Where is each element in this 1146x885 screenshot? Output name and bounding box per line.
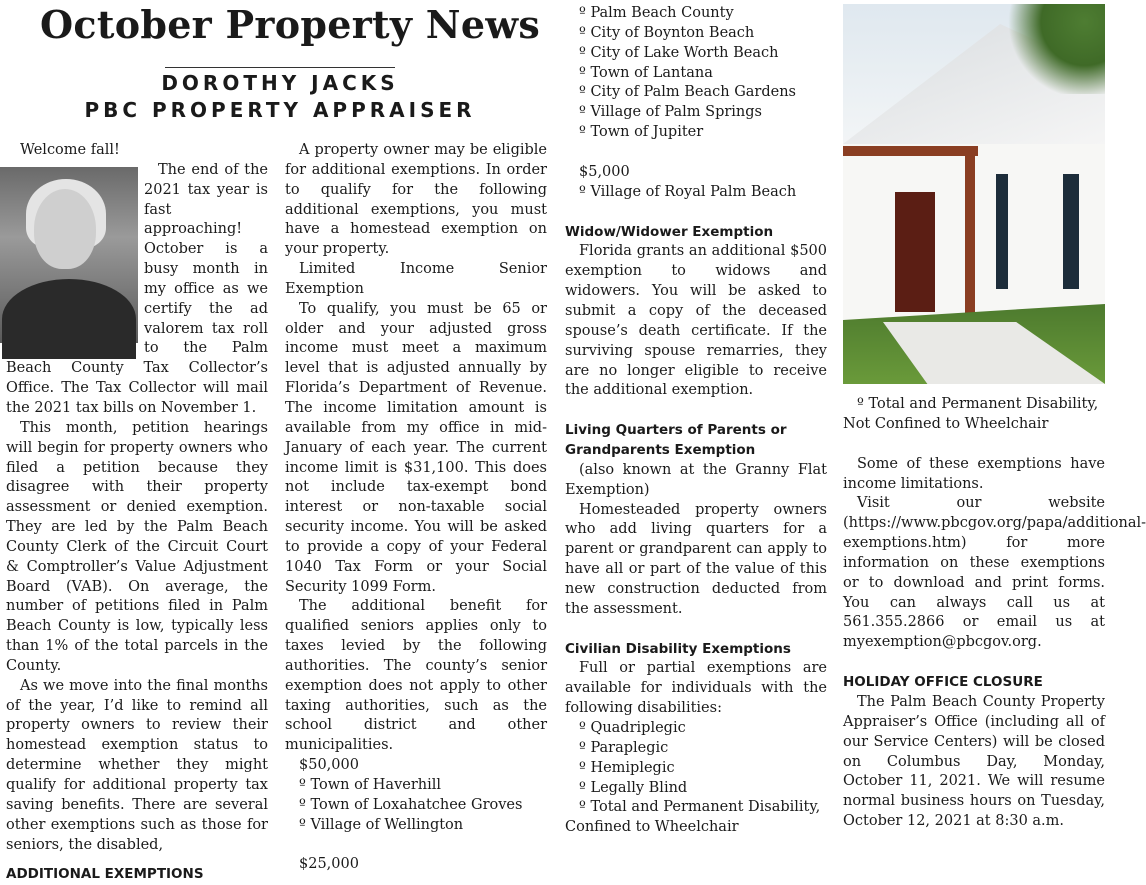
byline-rule <box>165 67 395 68</box>
list-item: º Palm Beach County <box>565 4 827 24</box>
list-item: º Town of Loxahatchee Groves <box>285 796 547 816</box>
list-item: º Quadriplegic <box>565 719 827 739</box>
paragraph-benefit: The additional benefit for qualified seniors applies only to taxes levied by the following authorities. The county’s senior exemption does not apply to other taxing authorities, such as the school district and other municipalities. <box>285 598 547 754</box>
photo-post <box>965 154 975 324</box>
photo-shutter <box>1063 174 1079 289</box>
paragraph-widow: Florida grants an additional $500 exemption to widows and widowers. You will be asked to submit a copy of the deceased spouse’s death certificate. If the surviving spouse remarries, they are no longer eligible to receive the additional exemption. <box>565 243 827 399</box>
photo-body <box>2 279 136 359</box>
list-item: º City of Palm Beach Gardens <box>565 83 827 103</box>
photo-shutter <box>996 174 1008 289</box>
amount-50000: $50,000 <box>299 757 359 774</box>
list-item: º Town of Lantana <box>565 64 827 84</box>
column-2 <box>285 141 547 874</box>
paragraph-eligibility: A property owner may be eligible for additional exemptions. In order to qualify for the following additional exemptions, you must have a homestead exemption on your property. <box>285 142 547 258</box>
column-3 <box>565 4 827 838</box>
paragraph-reminder: As we move into the final months of the year, I’d like to remind all property owners to review their homestead exemption status to determine whether they might qualify for additional property tax saving benefits. There are several other exemptions such as those for seniors, the disabled, <box>6 677 268 853</box>
list-item: º Hemiplegic <box>565 759 827 779</box>
paragraph-website: Visit our website (https://www.pbcgov.org/papa/additional-exemptions.htm) for more information on these exemptions or to download and print forms. You can always call us at 561.355.2866 or email us at myexemption@pbcgov.org. <box>843 495 1146 651</box>
column-4 <box>843 395 1146 832</box>
list-item: º Total and Permanent Disability, Not Confined to Wheelchair <box>843 395 1105 435</box>
heading-disability: Civilian Disability Exemptions <box>565 640 791 657</box>
list-item: º Paraplegic <box>565 739 827 759</box>
photo-palm <box>1003 4 1105 94</box>
list-item: º City of Boynton Beach <box>565 24 827 44</box>
amount-25000: $25,000 <box>299 855 359 872</box>
heading-additional-exemptions: ADDITIONAL EXEMPTIONS <box>6 866 204 883</box>
list-item: º Village of Royal Palm Beach <box>565 183 827 203</box>
subheading-senior: Limited Income Senior Exemption <box>285 261 547 297</box>
paragraph-holiday: The Palm Beach County Property Appraiser’s Office (including all of our Service Centers) will be closed on Columbus Day, Monday, October 11, 2021. We will resume normal business hours on Tuesday, October 12, 2021 at 8:30 a.m. <box>843 693 1105 830</box>
photo-face <box>34 189 96 269</box>
paragraph-welcome: Welcome fall! <box>20 142 120 158</box>
list-item: º City of Lake Worth Beach <box>565 44 827 64</box>
list-item: º Town of Haverhill <box>285 776 547 796</box>
paragraph-income-limits: Some of these exemptions have income limitations. <box>843 455 1105 492</box>
heading-widow: Widow/Widower Exemption <box>565 223 774 240</box>
paragraph-granny: Homesteaded property owners who add living quarters for a parent or grandparent can apply to have all or part of the value of this new construction deducted from the assessment. <box>565 501 827 617</box>
column-1 <box>6 141 268 885</box>
amount-5000: $5,000 <box>579 163 630 180</box>
byline <box>60 70 500 124</box>
photo-door <box>895 192 935 312</box>
paragraph-disability: Full or partial exemptions are available for individuals with the following disabilities: <box>565 660 827 717</box>
page-title: October Property News <box>40 2 541 47</box>
author-name: DOROTHY JACKS <box>161 71 399 95</box>
paragraph-petitions: This month, petition hearings will begin for property owners who filed a petition because they disagree with their property assessment or denied exemption. They are led by the Palm Beach County Clerk of the Circuit Court & Comptroller’s Value Adjustment Board (VAB). On average, the number of petitions filed in Palm Beach County is low, typically less than 1% of the total parcels in the County. <box>6 419 268 674</box>
list-item: º Town of Jupiter <box>565 123 827 143</box>
paragraph-granny-note: (also known at the Granny Flat Exemption) <box>565 461 827 498</box>
list-item: º Village of Palm Springs <box>565 103 827 123</box>
list-item: º Total and Permanent Disability, Confined to Wheelchair <box>565 798 827 838</box>
photo-beam <box>843 146 978 156</box>
author-photo <box>0 167 138 343</box>
author-role: PBC PROPERTY APPRAISER <box>84 98 476 122</box>
heading-granny-flat: Living Quarters of Parents or Grandparents Exemption <box>565 422 787 459</box>
list-item: º Legally Blind <box>565 779 827 799</box>
heading-holiday-closure: HOLIDAY OFFICE CLOSURE <box>843 674 1043 691</box>
list-item: º Village of Wellington <box>285 816 547 836</box>
paragraph-qualify: To qualify, you must be 65 or older and your adjusted gross income must meet a maximum level that is adjusted annually by Florida’s Department of Revenue. The income limitation amount is available from my office in mid-January of each year. The current income limit is $31,100. This does not include tax-exempt bond interest or non-taxable social security income. You will be asked to provide a copy of your Federal 1040 Tax Form or your Social Security 1099 Form. <box>285 300 547 595</box>
house-photo <box>843 4 1105 384</box>
paragraph-tax-year: The end of the 2021 tax year is fast approaching! October is a busy month in my office as we certify the ad valorem tax roll to the Palm Beach County Tax Collector’s Office. The Tax Collector will mail the 2021 tax bills on November 1. <box>6 161 268 416</box>
